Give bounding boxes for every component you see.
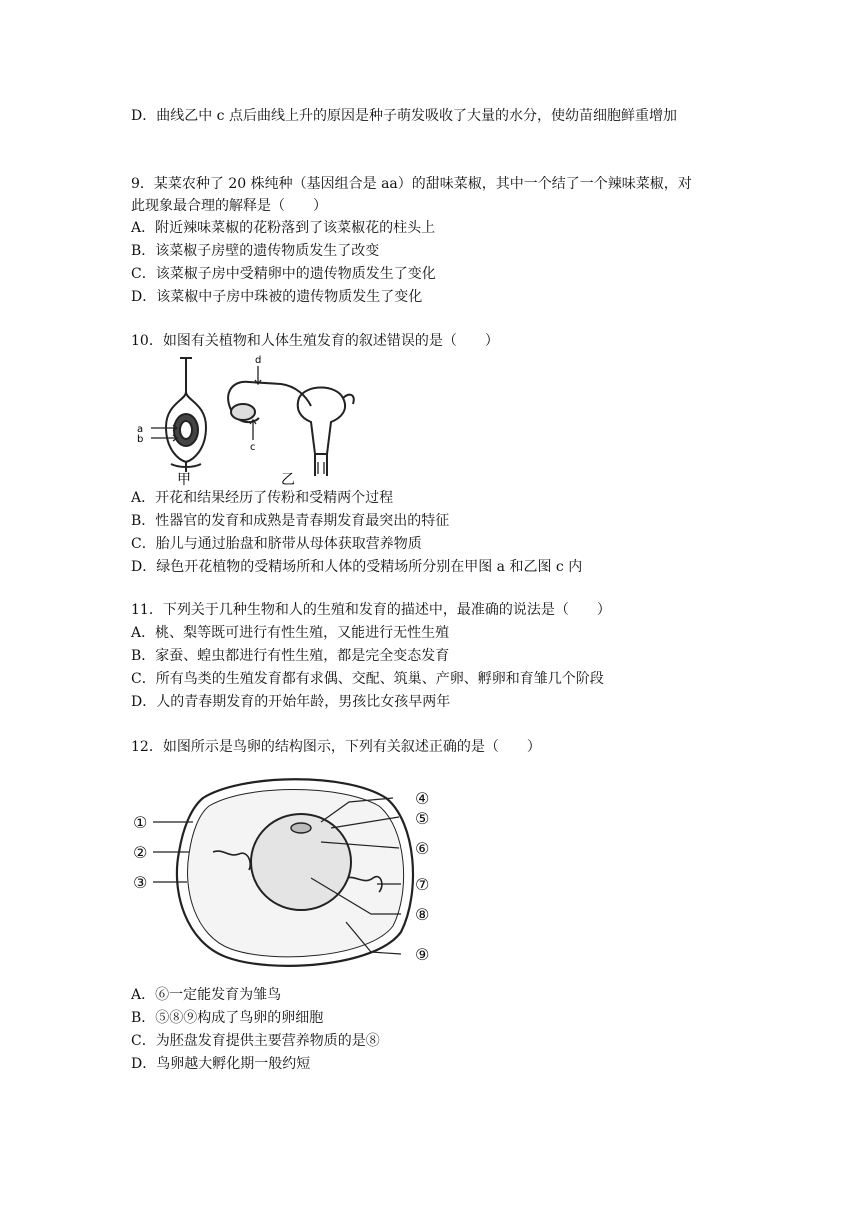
label-6: ⑥	[415, 839, 430, 858]
q11-option-c: C．所有鸟类的生殖发育都有求偶、交配、筑巢、产卵、孵卵和育雏几个阶段	[131, 671, 604, 687]
label-5: ⑤	[415, 809, 430, 828]
label-2: ②	[133, 843, 148, 862]
q12-option-d: D．鸟卵越大孵化期一般约短	[131, 1056, 311, 1072]
label-d: d	[255, 355, 262, 366]
label-c: c	[250, 442, 256, 453]
label-7: ⑦	[415, 875, 430, 894]
label-3: ③	[133, 873, 148, 892]
q10-figure	[131, 352, 356, 486]
q9-stem-line1: 9．某菜农种了 20 株纯种（基因组合是 aa）的甜味菜椒，其中一个结了一个辣味菜椒，对	[131, 176, 692, 192]
label-a: a	[137, 424, 144, 435]
q12-option-c: C．为胚盘发育提供主要营养物质的是⑧	[131, 1033, 380, 1049]
caption-jia: 甲	[177, 472, 191, 486]
q11-option-b: B．家蚕、蝗虫都进行有性生殖，都是完全变态发育	[131, 648, 450, 664]
pistil-diagram	[151, 358, 206, 472]
q11-option-a: A．桃、梨等既可进行有性生殖，又能进行无性生殖	[131, 625, 450, 641]
caption-yi: 乙	[281, 472, 295, 486]
label-1: ①	[133, 813, 148, 832]
q12-option-b: B．⑤⑧⑨构成了鸟卵的卵细胞	[131, 1010, 324, 1026]
label-b: b	[137, 434, 144, 445]
q8-option-d: D．曲线乙中 c 点后曲线上升的原因是种子萌发吸收了大量的水分，使幼苗细胞鲜重增加	[131, 108, 677, 124]
uterus-diagram	[228, 366, 354, 476]
q10-option-b: B．性器官的发育和成熟是青春期发育最突出的特征	[131, 513, 450, 529]
label-9: ⑨	[415, 945, 430, 964]
q12-egg-figure	[131, 762, 443, 976]
q12-stem: 12．如图所示是鸟卵的结构图示，下列有关叙述正确的是（ ）	[131, 739, 541, 755]
q9-option-c: C．该菜椒子房中受精卵中的遗传物质发生了变化	[131, 266, 436, 282]
label-8: ⑧	[415, 905, 430, 924]
label-4: ④	[415, 789, 430, 808]
q12-option-a: A．⑥一定能发育为雏鸟	[131, 987, 282, 1003]
germinal-disc	[291, 823, 311, 833]
q11-option-d: D．人的青春期发育的开始年龄，男孩比女孩早两年	[131, 694, 451, 710]
q9-option-b: B．该菜椒子房壁的遗传物质发生了改变	[131, 243, 380, 259]
q9-option-a: A．附近辣味菜椒的花粉落到了该菜椒花的柱头上	[131, 220, 436, 236]
q10-option-d: D．绿色开花植物的受精场所和人体的受精场所分别在甲图 a 和乙图 c 内	[131, 559, 583, 575]
q9-stem-line2: 此现象最合理的解释是（ ）	[131, 198, 327, 214]
q9-option-d: D．该菜椒中子房中珠被的遗传物质发生了变化	[131, 289, 423, 305]
q10-option-a: A．开花和结果经历了传粉和受精两个过程	[131, 490, 394, 506]
q10-stem: 10．如图有关植物和人体生殖发育的叙述错误的是（ ）	[131, 333, 499, 349]
q11-stem: 11．下列关于几种生物和人的生殖和发育的描述中，最准确的说法是（ ）	[131, 602, 611, 618]
q10-option-c: C．胎儿与通过胎盘和脐带从母体获取营养物质	[131, 536, 422, 552]
